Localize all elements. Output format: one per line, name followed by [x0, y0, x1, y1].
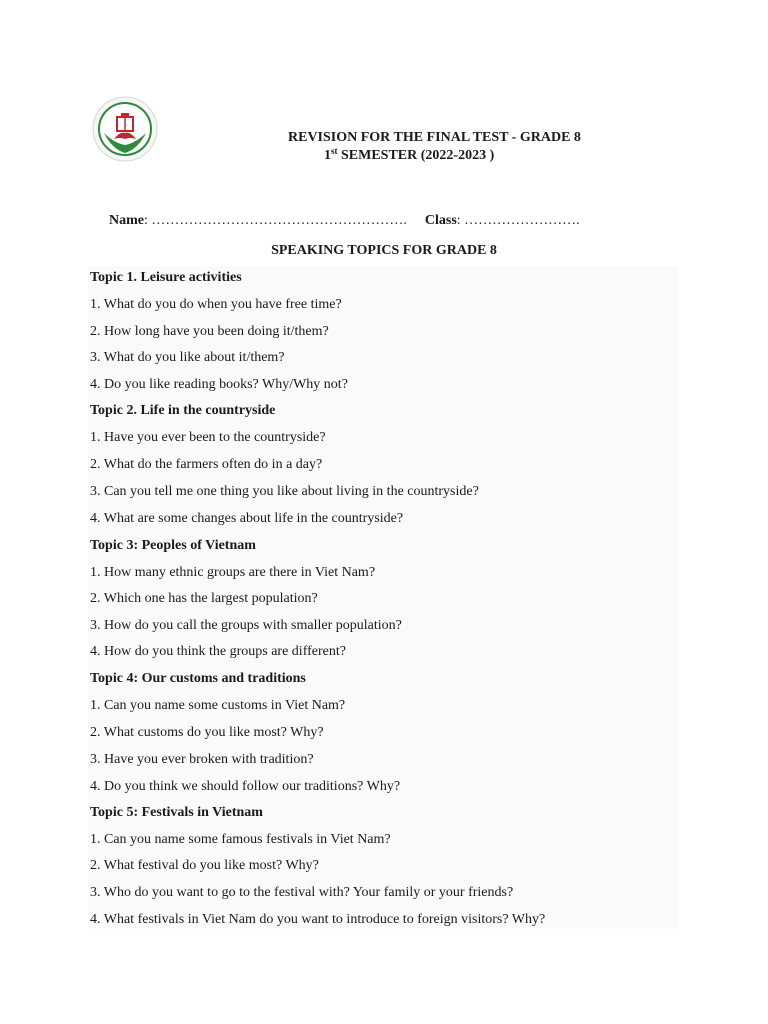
section-title: SPEAKING TOPICS FOR GRADE 8 [271, 243, 497, 258]
question-item: 3. What do you like about it/them? [90, 350, 285, 365]
question-item: 4. What festivals in Viet Nam do you want to introduce to foreign visitors? Why? [90, 912, 546, 927]
question-item: 1. Can you name some famous festivals in Viet Nam? [90, 832, 391, 847]
question-item: 2. What customs do you like most? Why? [90, 725, 324, 740]
question-item: 4. How do you think the groups are different? [90, 644, 346, 659]
topic-title: Topic 2. Life in the countryside [90, 403, 276, 418]
topic-title: Topic 1. Leisure activities [90, 270, 242, 285]
school-logo [90, 93, 160, 165]
topic-title: Topic 4: Our customs and traditions [90, 671, 306, 686]
document-subtitle [324, 147, 494, 164]
topic-title: Topic 3: Peoples of Vietnam [90, 538, 256, 553]
question-item: 1. Can you name some customs in Viet Nam? [90, 698, 346, 713]
question-item: 4. What are some changes about life in the countryside? [90, 511, 404, 526]
name-label: Name [109, 213, 144, 228]
question-item: 3. How do you call the groups with smaller population? [90, 618, 402, 633]
question-item: 4. Do you think we should follow our traditions? Why? [90, 779, 401, 794]
question-item: 3. Who do you want to go to the festival with? Your family or your friends? [90, 885, 514, 900]
topics-list [88, 267, 678, 929]
class-blank: : ……………………. [456, 213, 580, 228]
question-item: 3. Can you tell me one thing you like about living in the countryside? [90, 484, 479, 499]
question-item: 1. Have you ever been to the countryside? [90, 430, 326, 445]
question-item: 3. Have you ever broken with tradition? [90, 752, 314, 767]
question-item: 4. Do you like reading books? Why/Why not? [90, 377, 348, 392]
question-item: 2. How long have you been doing it/them? [90, 324, 329, 339]
question-item: 2. What do the farmers often do in a day? [90, 457, 323, 472]
question-item: 1. How many ethnic groups are there in Viet Nam? [90, 565, 376, 580]
student-info-line [109, 212, 580, 229]
question-item: 2. Which one has the largest population? [90, 591, 318, 606]
semester-number: 1 [324, 148, 331, 163]
document-title: REVISION FOR THE FINAL TEST - GRADE 8 [288, 130, 581, 145]
semester-ordinal: st [331, 146, 338, 156]
semester-year: SEMESTER (2022-2023 ) [337, 148, 495, 163]
name-blank: : ………………………………………………. [144, 213, 407, 228]
class-label: Class [424, 213, 457, 228]
topic-title: Topic 5: Festivals in Vietnam [90, 805, 263, 820]
question-item: 1. What do you do when you have free time? [90, 297, 342, 312]
question-item: 2. What festival do you like most? Why? [90, 858, 319, 873]
